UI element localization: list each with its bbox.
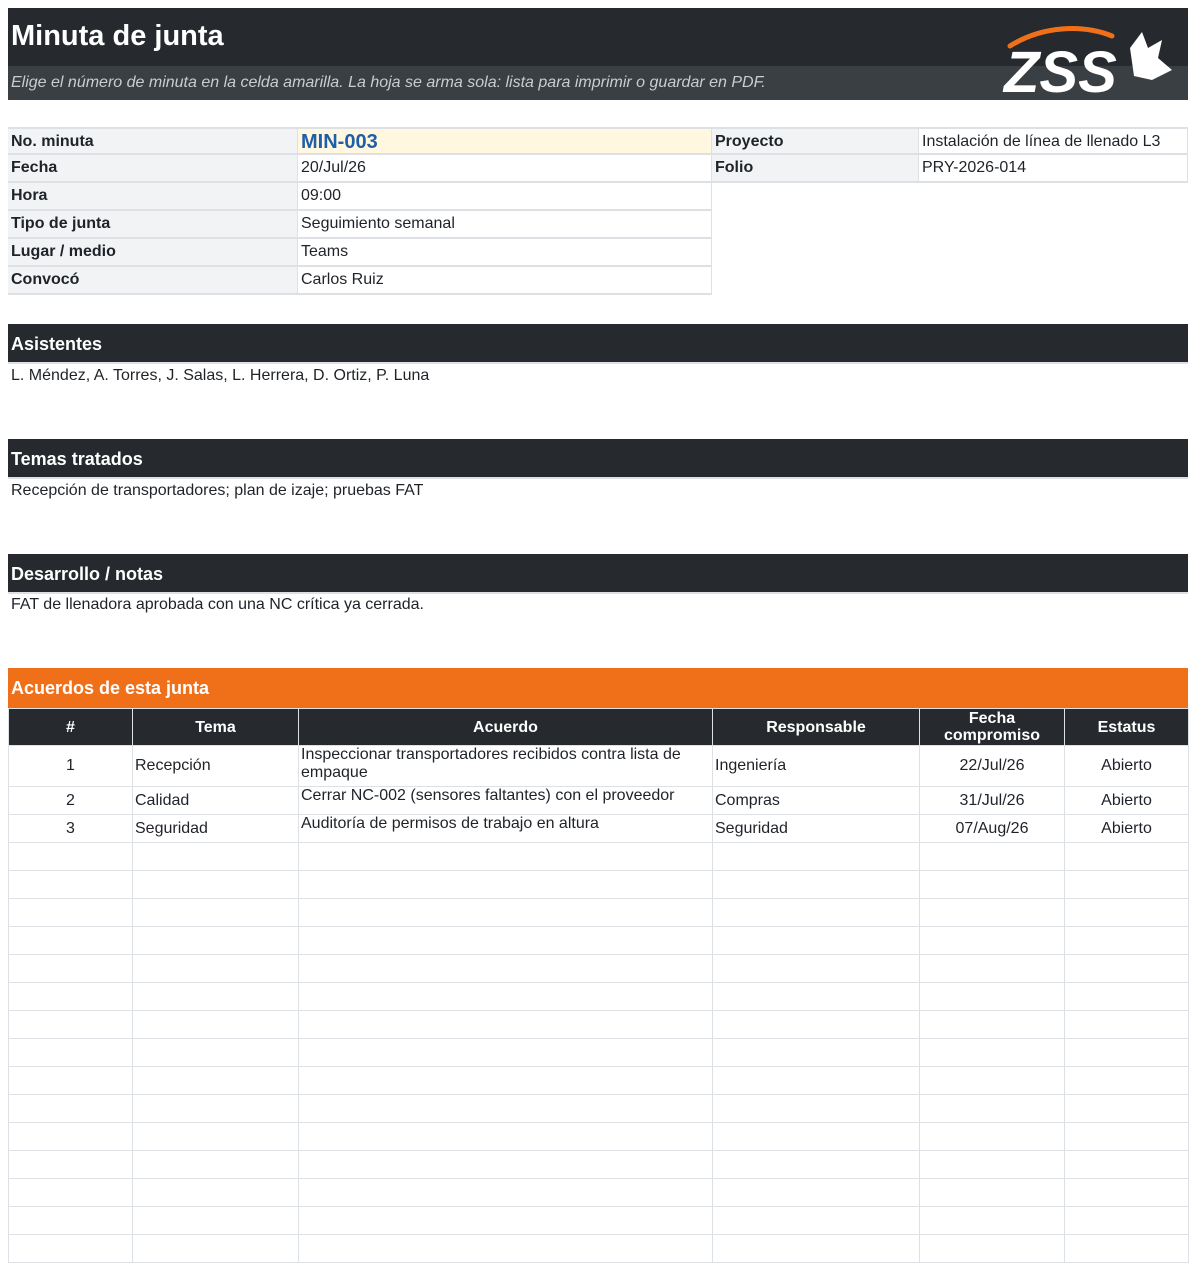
- table-row-empty: [9, 927, 1189, 955]
- empty-cell: [713, 1179, 920, 1207]
- empty-cell: [1065, 1151, 1189, 1179]
- empty-cell: [9, 1235, 133, 1263]
- cell-acuerdo: Inspeccionar transportadores recibidos contra lista de empaque: [299, 746, 713, 787]
- empty-cell: [920, 1123, 1065, 1151]
- cell-acuerdo: Auditoría de permisos de trabajo en altura: [299, 815, 713, 843]
- empty-cell: [9, 871, 133, 899]
- table-row: [9, 787, 1189, 815]
- cell-tema: Seguridad: [133, 815, 299, 843]
- empty-cell: [133, 1151, 299, 1179]
- hora-label: Hora: [8, 183, 298, 211]
- empty-cell: [713, 1235, 920, 1263]
- col-header-num: #: [9, 709, 133, 746]
- acuerdos-header: Acuerdos de esta junta: [8, 668, 1188, 708]
- empty-cell: [713, 1039, 920, 1067]
- empty-cell: [920, 1235, 1065, 1263]
- empty-cell: [1065, 955, 1189, 983]
- empty-cell: [1065, 1039, 1189, 1067]
- empty-cell: [133, 1123, 299, 1151]
- empty-cell: [133, 1095, 299, 1123]
- empty-cell: [133, 1067, 299, 1095]
- empty-cell: [133, 899, 299, 927]
- empty-cell: [920, 927, 1065, 955]
- cell-tema: Calidad: [133, 787, 299, 815]
- lugar-label: Lugar / medio: [8, 239, 298, 267]
- empty-cell: [1065, 899, 1189, 927]
- proyecto-label: Proyecto: [712, 127, 919, 155]
- empty-cell: [299, 843, 713, 871]
- empty-cell: [133, 871, 299, 899]
- empty-cell: [713, 983, 920, 1011]
- folio-label: Folio: [712, 155, 919, 183]
- empty-cell: [9, 1179, 133, 1207]
- proyecto-value: Instalación de línea de llenado L3: [919, 127, 1188, 155]
- page-subtitle: Elige el número de minuta en la celda amarilla. La hoja se arma sola: lista para imprimir o guardar en PDF.: [11, 74, 766, 91]
- empty-cell: [1065, 1207, 1189, 1235]
- tipo-value: Seguimiento semanal: [298, 211, 712, 239]
- empty-cell: [1065, 871, 1189, 899]
- cell-num: 3: [9, 815, 133, 843]
- table-row-empty: [9, 1207, 1189, 1235]
- empty-cell: [9, 843, 133, 871]
- empty-cell: [299, 1179, 713, 1207]
- empty-cell: [299, 1151, 713, 1179]
- empty-cell: [9, 1067, 133, 1095]
- empty-cell: [713, 871, 920, 899]
- cell-estatus: Abierto: [1065, 815, 1189, 843]
- empty-cell: [9, 1095, 133, 1123]
- desarrollo-text: FAT de llenadora aprobada con una NC crítica ya cerrada.: [11, 596, 424, 613]
- table-row-empty: [9, 1179, 1189, 1207]
- col-header-estatus: Estatus: [1065, 709, 1189, 746]
- asistentes-text: L. Méndez, A. Torres, J. Salas, L. Herrera, D. Ortiz, P. Luna: [11, 367, 430, 384]
- temas-header: Temas tratados: [8, 439, 1188, 479]
- empty-cell: [920, 899, 1065, 927]
- empty-cell: [9, 1151, 133, 1179]
- cell-tema: Recepción: [133, 746, 299, 787]
- folio-value: PRY-2026-014: [919, 155, 1188, 183]
- col-header-tema: Tema: [133, 709, 299, 746]
- empty-cell: [920, 871, 1065, 899]
- logo-text: ZSS: [1004, 40, 1117, 98]
- empty-cell: [299, 983, 713, 1011]
- no-minuta-selector[interactable]: MIN-003: [298, 127, 712, 155]
- table-row-empty: [9, 1123, 1189, 1151]
- empty-cell: [920, 1207, 1065, 1235]
- empty-cell: [713, 843, 920, 871]
- desarrollo-header: Desarrollo / notas: [8, 554, 1188, 594]
- empty-cell: [920, 1151, 1065, 1179]
- empty-cell: [133, 927, 299, 955]
- empty-cell: [1065, 983, 1189, 1011]
- cell-estatus: Abierto: [1065, 746, 1189, 787]
- cell-responsable: Ingeniería: [713, 746, 920, 787]
- empty-cell: [299, 1123, 713, 1151]
- empty-cell: [299, 1039, 713, 1067]
- cell-responsable: Compras: [713, 787, 920, 815]
- empty-cell: [9, 1207, 133, 1235]
- empty-cell: [713, 1011, 920, 1039]
- empty-cell: [920, 983, 1065, 1011]
- fecha-label: Fecha: [8, 155, 298, 183]
- empty-cell: [133, 1207, 299, 1235]
- empty-cell: [299, 1207, 713, 1235]
- table-row-empty: [9, 899, 1189, 927]
- table-row-empty: [9, 983, 1189, 1011]
- empty-cell: [920, 1095, 1065, 1123]
- empty-cell: [9, 1123, 133, 1151]
- empty-cell: [1065, 1095, 1189, 1123]
- empty-cell: [133, 1179, 299, 1207]
- empty-cell: [133, 1011, 299, 1039]
- empty-cell: [713, 1067, 920, 1095]
- empty-cell: [920, 1039, 1065, 1067]
- temas-text: Recepción de transportadores; plan de izaje; pruebas FAT: [11, 482, 424, 499]
- lugar-value: Teams: [298, 239, 712, 267]
- hora-value: 09:00: [298, 183, 712, 211]
- no-minuta-label: No. minuta: [8, 127, 298, 155]
- table-row: [9, 746, 1189, 787]
- asistentes-header: Asistentes: [8, 324, 1188, 364]
- empty-cell: [9, 1011, 133, 1039]
- table-row-empty: [9, 955, 1189, 983]
- empty-cell: [9, 983, 133, 1011]
- empty-cell: [133, 843, 299, 871]
- empty-cell: [299, 927, 713, 955]
- cell-acuerdo: Cerrar NC-002 (sensores faltantes) con el proveedor: [299, 787, 713, 815]
- col-header-fecha: Fecha compromiso: [920, 709, 1065, 746]
- empty-cell: [299, 1011, 713, 1039]
- empty-cell: [9, 955, 133, 983]
- empty-cell: [713, 1207, 920, 1235]
- empty-cell: [713, 1095, 920, 1123]
- convoco-value: Carlos Ruiz: [298, 267, 712, 295]
- empty-cell: [1065, 1235, 1189, 1263]
- cell-fecha: 31/Jul/26: [920, 787, 1065, 815]
- cell-num: 2: [9, 787, 133, 815]
- acuerdos-table: [8, 708, 1189, 1263]
- table-row-empty: [9, 1039, 1189, 1067]
- empty-cell: [133, 955, 299, 983]
- empty-cell: [299, 899, 713, 927]
- col-header-responsable: Responsable: [713, 709, 920, 746]
- empty-cell: [920, 955, 1065, 983]
- table-row-empty: [9, 843, 1189, 871]
- empty-cell: [713, 955, 920, 983]
- table-row-empty: [9, 1151, 1189, 1179]
- col-header-acuerdo: Acuerdo: [299, 709, 713, 746]
- zss-logo: [1002, 18, 1182, 98]
- empty-cell: [299, 1067, 713, 1095]
- empty-cell: [920, 1067, 1065, 1095]
- empty-cell: [133, 983, 299, 1011]
- fecha-value: 20/Jul/26: [298, 155, 712, 183]
- table-row: [9, 815, 1189, 843]
- table-row-empty: [9, 1067, 1189, 1095]
- table-header-row: [9, 709, 1189, 746]
- cell-num: 1: [9, 746, 133, 787]
- empty-cell: [713, 899, 920, 927]
- empty-cell: [1065, 1011, 1189, 1039]
- empty-cell: [133, 1235, 299, 1263]
- empty-cell: [9, 927, 133, 955]
- table-row-empty: [9, 1011, 1189, 1039]
- empty-cell: [1065, 927, 1189, 955]
- empty-cell: [713, 1123, 920, 1151]
- empty-cell: [299, 955, 713, 983]
- empty-cell: [1065, 1179, 1189, 1207]
- empty-cell: [713, 1151, 920, 1179]
- empty-cell: [299, 1095, 713, 1123]
- cell-estatus: Abierto: [1065, 787, 1189, 815]
- empty-cell: [1065, 1123, 1189, 1151]
- minuta-sheet: [8, 8, 1188, 837]
- empty-cell: [1065, 1067, 1189, 1095]
- convoco-label: Convocó: [8, 267, 298, 295]
- empty-cell: [299, 871, 713, 899]
- empty-cell: [9, 1039, 133, 1067]
- empty-cell: [1065, 843, 1189, 871]
- table-row-empty: [9, 871, 1189, 899]
- empty-cell: [299, 1235, 713, 1263]
- cell-fecha: 22/Jul/26: [920, 746, 1065, 787]
- empty-cell: [920, 1011, 1065, 1039]
- empty-cell: [133, 1039, 299, 1067]
- table-row-empty: [9, 1235, 1189, 1263]
- empty-cell: [920, 843, 1065, 871]
- empty-cell: [9, 899, 133, 927]
- minuta-info: [8, 127, 1188, 299]
- table-row-empty: [9, 1095, 1189, 1123]
- tipo-label: Tipo de junta: [8, 211, 298, 239]
- empty-cell: [920, 1179, 1065, 1207]
- empty-cell: [713, 927, 920, 955]
- cell-fecha: 07/Aug/26: [920, 815, 1065, 843]
- page-title: Minuta de junta: [11, 20, 224, 52]
- cell-responsable: Seguridad: [713, 815, 920, 843]
